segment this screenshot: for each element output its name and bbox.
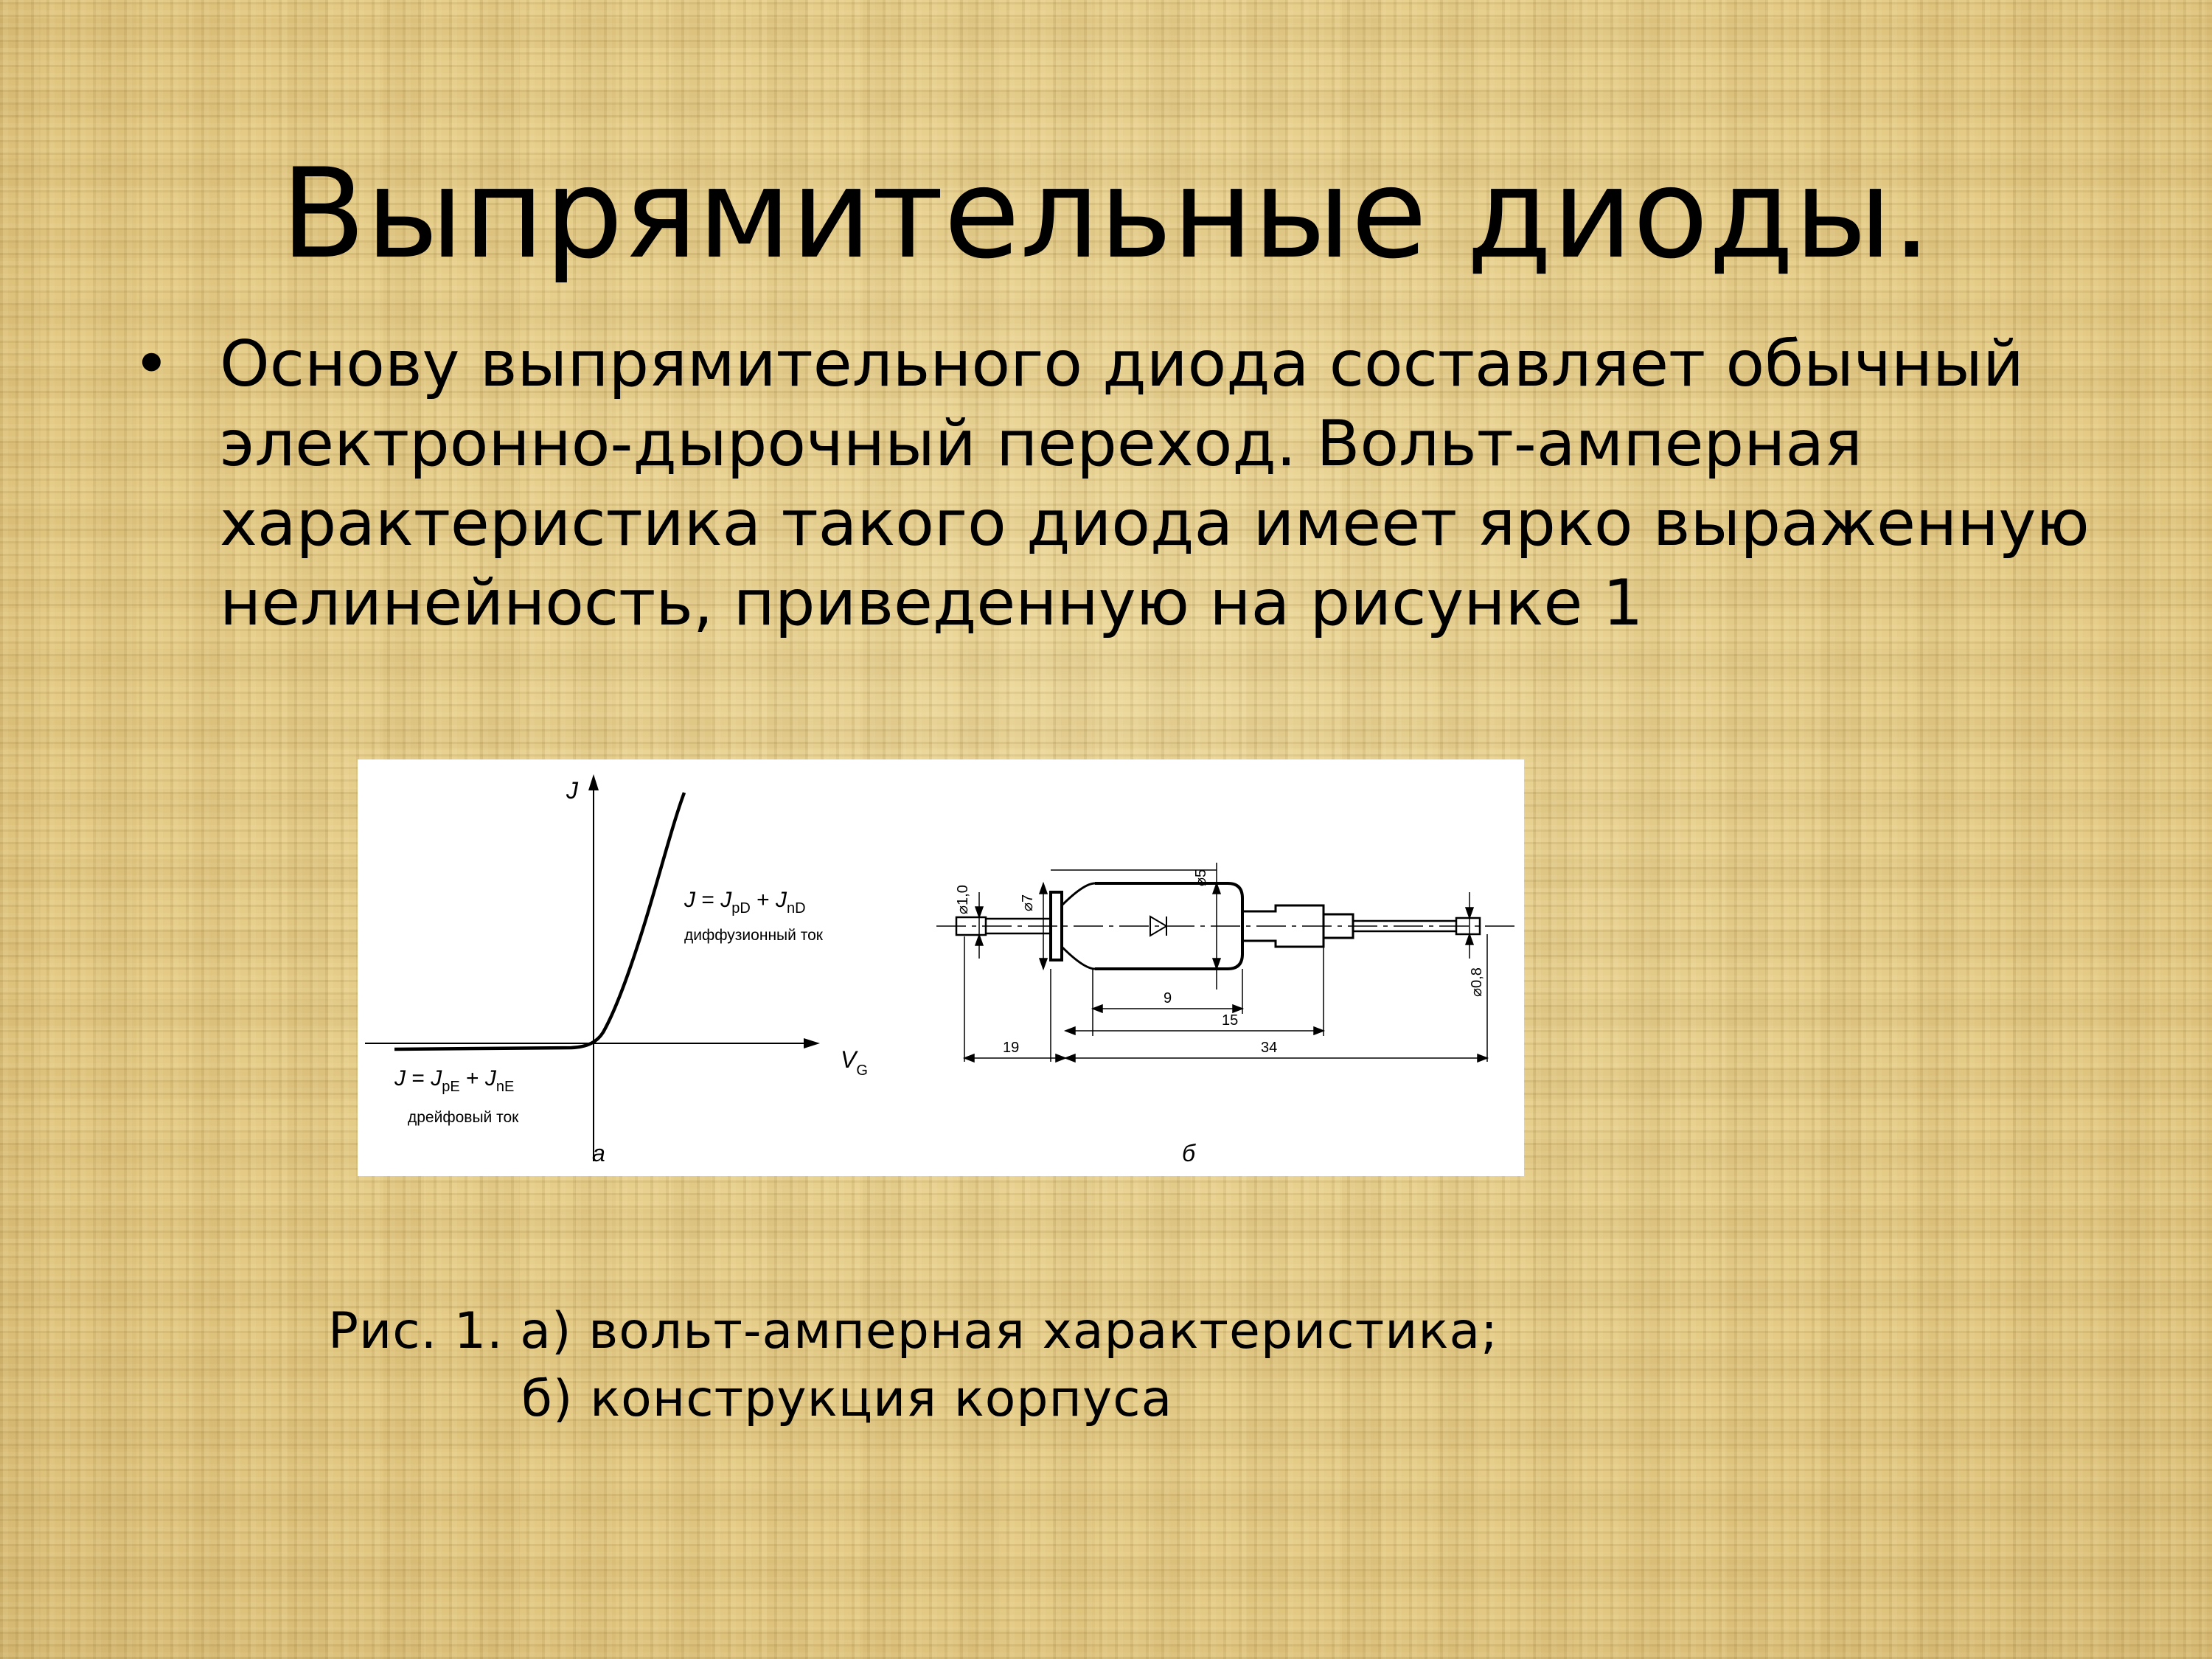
iv-characteristic-diagram xyxy=(365,774,820,1161)
arrow xyxy=(1478,1054,1487,1062)
formula-symbol: J xyxy=(775,888,787,912)
formula-subscript: nE xyxy=(495,1079,515,1095)
dimension-d5-label: ⌀5 xyxy=(1193,869,1209,886)
arrow xyxy=(975,935,983,945)
dimension-d08-label: ⌀0,8 xyxy=(1469,967,1485,997)
dimension-d7-label: ⌀7 xyxy=(1020,894,1036,911)
forward-current-label: диффузионный ток xyxy=(684,927,823,944)
arrow xyxy=(1065,1027,1075,1034)
arrow xyxy=(1213,883,1220,894)
x-axis-arrow xyxy=(804,1038,820,1048)
panel-label-a: а xyxy=(592,1140,605,1166)
arrow xyxy=(1040,883,1047,894)
bullet-text: Основу выпрямительного диода составляет обычный электронно-дырочный переход. Вольт-амперная характеристика такого диода имеет ярко выраженную нелинейность, приведенную на рисунке 1 xyxy=(220,327,2090,640)
arrow xyxy=(1466,908,1473,918)
arrow xyxy=(1065,1054,1075,1062)
formula-subscript: pD xyxy=(731,900,751,917)
dimension-19-label: 19 xyxy=(1003,1040,1020,1056)
arrow xyxy=(1213,959,1220,969)
forward-formula xyxy=(684,888,806,917)
reverse-formula xyxy=(394,1066,514,1095)
arrow xyxy=(975,907,983,917)
arrow xyxy=(964,1054,974,1062)
figure-image xyxy=(358,759,1524,1176)
x-axis-label-main: V xyxy=(841,1046,857,1073)
panel-label-b: б xyxy=(1182,1140,1195,1166)
figure-svg xyxy=(358,759,1524,1176)
formula-subscript: nD xyxy=(786,900,806,917)
y-axis-arrow xyxy=(588,774,599,790)
dimension-34-label: 34 xyxy=(1261,1040,1278,1056)
arrow xyxy=(1314,1027,1324,1034)
arrow xyxy=(1093,1005,1102,1012)
caption-line-2: б) конструкция корпуса xyxy=(521,1370,1173,1428)
formula-symbol: J xyxy=(484,1066,496,1091)
formula-symbol: J xyxy=(684,888,695,912)
bullet-marker: • xyxy=(133,327,170,401)
arrow xyxy=(1040,959,1047,969)
x-axis-label-sub: G xyxy=(856,1062,868,1079)
formula-equals: = xyxy=(695,888,721,912)
x-axis-label xyxy=(841,1046,868,1079)
formula-plus: + xyxy=(750,888,776,912)
dimension-9-label: 9 xyxy=(1164,990,1172,1006)
formula-equals: = xyxy=(406,1066,431,1091)
formula-symbol: J xyxy=(394,1066,406,1091)
dimension-d1-label: ⌀1,0 xyxy=(955,885,971,914)
formula-symbol: J xyxy=(720,888,732,912)
dimension-lines xyxy=(964,863,1487,1062)
formula-subscript: pE xyxy=(442,1079,460,1095)
slide-title: Выпрямительные диоды. xyxy=(280,142,1932,286)
formula-symbol: J xyxy=(431,1066,442,1091)
arrow xyxy=(1233,1005,1242,1012)
iv-curve xyxy=(394,793,684,1049)
y-axis-label: J xyxy=(566,777,578,804)
figure-caption xyxy=(328,1298,1803,1433)
formula-plus: + xyxy=(459,1066,485,1091)
reverse-current-label: дрейфовый ток xyxy=(408,1109,519,1126)
dimension-15-label: 15 xyxy=(1222,1012,1239,1029)
arrow xyxy=(1466,934,1473,945)
caption-line-1: Рис. 1. а) вольт-амперная характеристика; xyxy=(328,1302,1499,1360)
